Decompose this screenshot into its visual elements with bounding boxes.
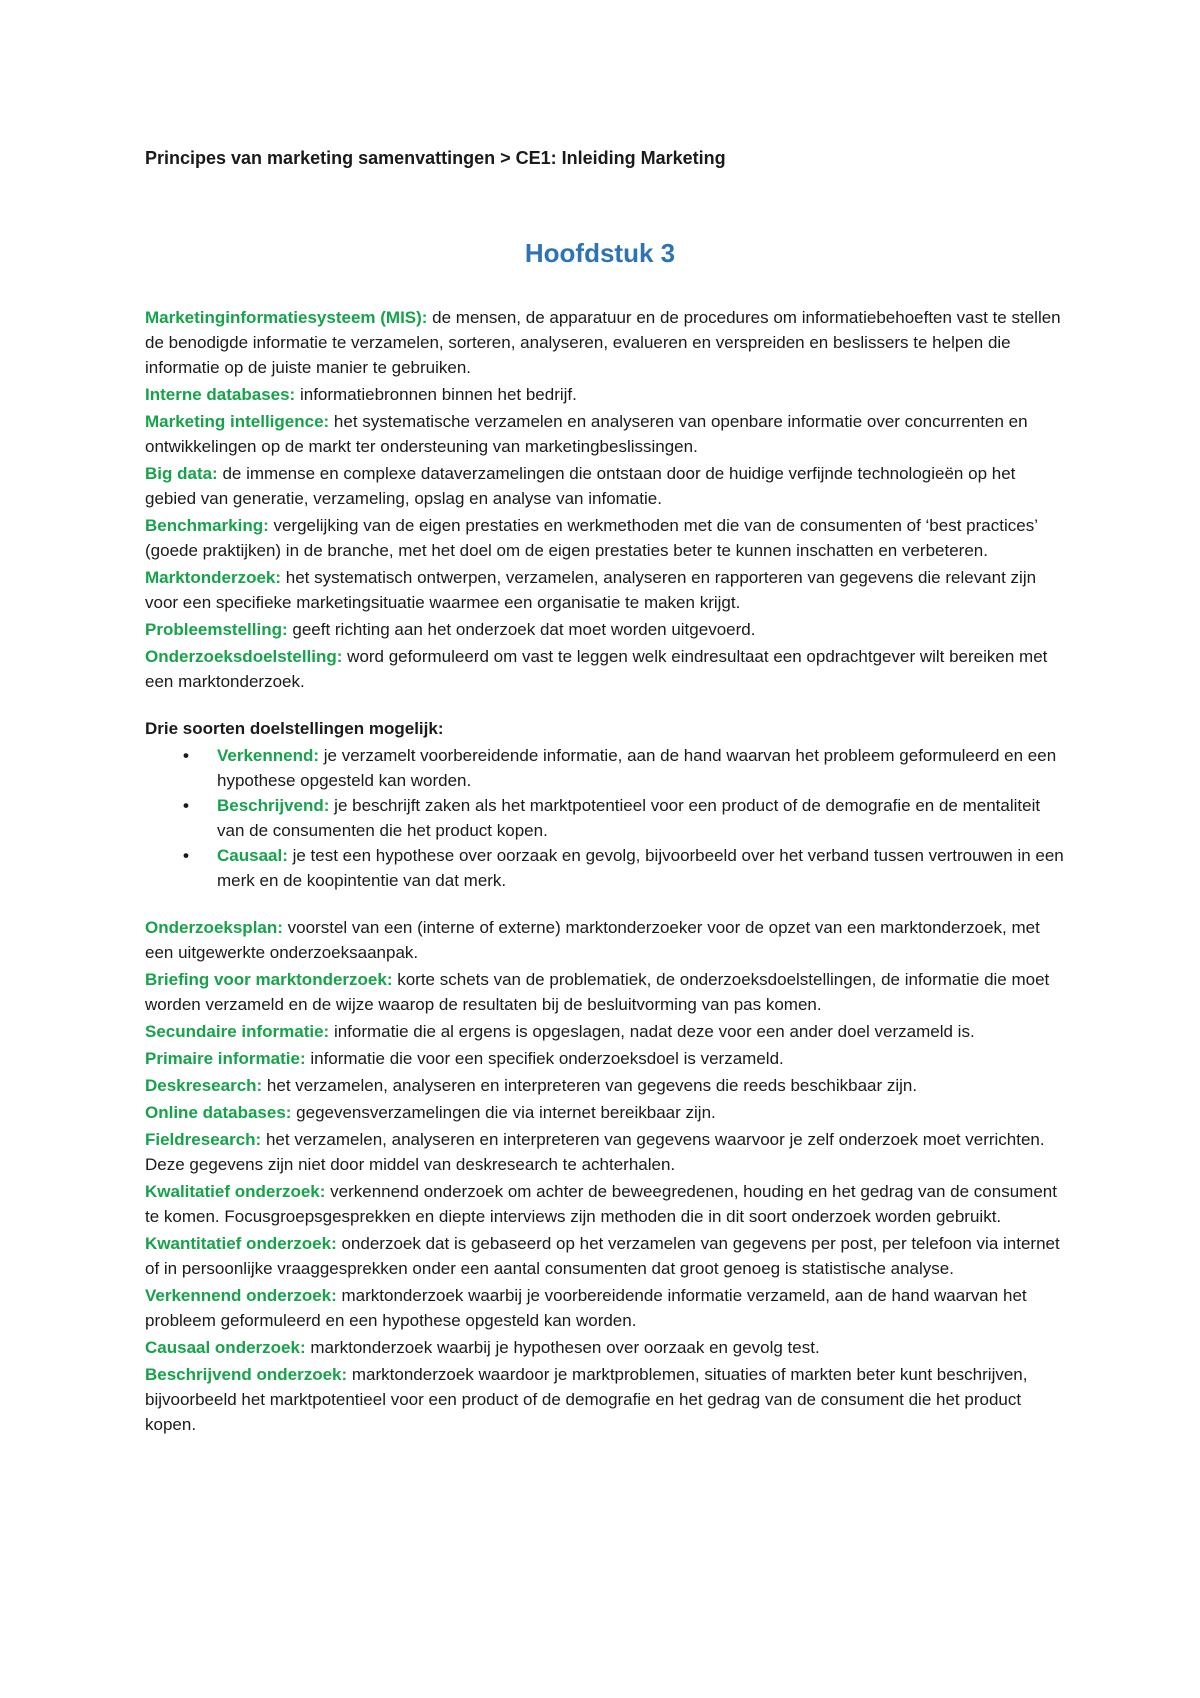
definition-entry xyxy=(145,644,1065,694)
definition-text: informatiebronnen binnen het bedrijf. xyxy=(295,385,577,404)
definition-entry xyxy=(145,1073,1065,1098)
definition-term: Briefing voor marktonderzoek: xyxy=(145,970,393,989)
definition-term: Interne databases: xyxy=(145,385,296,404)
definition-term: Primaire informatie: xyxy=(145,1049,306,1068)
definition-entry xyxy=(145,513,1065,563)
definition-term: Verkennend onderzoek: xyxy=(145,1286,337,1305)
definition-text: gegevensverzamelingen die via internet bereikbaar zijn. xyxy=(291,1103,716,1122)
definition-text: marktonderzoek waarbij je hypothesen over oorzaak en gevolg test. xyxy=(305,1338,820,1357)
bullet-term: Beschrijvend: xyxy=(217,796,330,815)
definition-entry xyxy=(145,1100,1065,1125)
definition-entry xyxy=(145,967,1065,1017)
page-title: Hoofdstuk 3 xyxy=(524,238,676,268)
definition-entry xyxy=(145,617,1065,642)
definition-text: word geformuleerd om vast te leggen welk eindresultaat een opdrachtgever wilt bereiken met een marktonderzoek. xyxy=(145,647,1048,691)
definition-entry xyxy=(145,565,1065,615)
section-subheading: Drie soorten doelstellingen mogelijk: xyxy=(145,719,444,738)
definition-text: korte schets van de problematiek, de onderzoeksdoelstellingen, de informatie die moet worden verzameld en de wijze waarop de resultaten bij de besluitvorming van pas komen. xyxy=(145,970,1050,1014)
definition-text: geeft richting aan het onderzoek dat moet worden uitgevoerd. xyxy=(287,620,756,639)
bullet-icon: • xyxy=(183,796,189,815)
definition-entry xyxy=(145,1231,1065,1281)
definition-entry xyxy=(145,382,1065,407)
bullet-icon: • xyxy=(183,746,189,765)
definition-term: Online databases: xyxy=(145,1103,292,1122)
definition-term: Secundaire informatie: xyxy=(145,1022,330,1041)
definition-term: Kwantitatief onderzoek: xyxy=(145,1234,337,1253)
bullet-term: Causaal: xyxy=(217,846,288,865)
definition-entry xyxy=(145,305,1065,380)
definition-text: voorstel van een (interne of externe) marktonderzoeker voor de opzet van een marktonderzoek, met een uitgewerkte onderzoeksaanpak. xyxy=(145,918,1040,962)
breadcrumb: Principes van marketing samenvattingen > CE1: Inleiding Marketing xyxy=(145,148,726,168)
definition-list-b xyxy=(145,915,1065,1437)
definition-text: marktonderzoek waarbij je voorbereidende informatie verzameld, aan de hand waarvan het probleem geformuleerd en een hypothese opgesteld kan worden. xyxy=(145,1286,1027,1330)
definition-term: Causaal onderzoek: xyxy=(145,1338,306,1357)
definition-term: Onderzoeksplan: xyxy=(145,918,283,937)
bullet-item xyxy=(145,843,1065,893)
definition-entry xyxy=(145,1283,1065,1333)
definition-term: Marketinginformatiesysteem (MIS): xyxy=(145,308,428,327)
bullet-list xyxy=(145,743,1065,893)
definition-term: Big data: xyxy=(145,464,218,483)
definition-term: Marktonderzoek: xyxy=(145,568,282,587)
definition-entry xyxy=(145,1127,1065,1177)
definition-text: vergelijking van de eigen prestaties en werkmethoden met die van de consumenten of ‘best practices’ (goede praktijken) in de branche, met het doel om de eigen prestaties beter te kunnen inschatten en verbeteren. xyxy=(145,516,1038,560)
definition-term: Probleemstelling: xyxy=(145,620,288,639)
definition-text: de mensen, de apparatuur en de procedures om informatiebehoeften vast te stellen de benodigde informatie te verzamelen, sorteren, analyseren, evalueren en verspreiden en beslissers te helpen die informatie op de juiste manier te gebruiken. xyxy=(145,308,1061,377)
definition-entry xyxy=(145,1179,1065,1229)
bullet-text: je beschrijft zaken als het marktpotentieel voor een product of de demografie en de mentaliteit van de consumenten die het product kopen. xyxy=(217,796,1041,840)
definition-term: Fieldresearch: xyxy=(145,1130,262,1149)
definition-entry xyxy=(145,409,1065,459)
definition-text: informatie die voor een specifiek onderzoeksdoel is verzameld. xyxy=(305,1049,784,1068)
definition-entry xyxy=(145,1046,1065,1071)
definition-text: onderzoek dat is gebaseerd op het verzamelen van gegevens per post, per telefoon via internet of in persoonlijke vraaggesprekken onder een aantal consumenten dat groot genoeg is statistische analyse. xyxy=(145,1234,1060,1278)
bullet-icon: • xyxy=(183,846,189,865)
definition-term: Onderzoeksdoelstelling: xyxy=(145,647,343,666)
bullet-item xyxy=(145,743,1065,793)
definition-text: informatie die al ergens is opgeslagen, nadat deze voor een ander doel verzameld is. xyxy=(329,1022,975,1041)
definition-entry xyxy=(145,1335,1065,1360)
definition-text: de immense en complexe dataverzamelingen die ontstaan door de huidige verfijnde technologieën op het gebied van generatie, verzameling, opslag en analyse van infomatie. xyxy=(145,464,1016,508)
definition-term: Marketing intelligence: xyxy=(145,412,330,431)
definition-entry xyxy=(145,461,1065,511)
definition-entry xyxy=(145,1019,1065,1044)
definition-text: het systematische verzamelen en analyseren van openbare informatie over concurrenten en ontwikkelingen op de markt ter ondersteuning van marketingbeslissingen. xyxy=(145,412,1028,456)
section-spacer xyxy=(145,893,1065,915)
definition-entry xyxy=(145,1362,1065,1437)
definition-text: marktonderzoek waardoor je marktproblemen, situaties of markten beter kunt beschrijven, bijvoorbeeld het marktpotentieel voor een product of de demografie en het gedrag van de consument die het product kopen. xyxy=(145,1365,1028,1434)
definition-term: Kwalitatief onderzoek: xyxy=(145,1182,326,1201)
document-body xyxy=(145,305,1065,1439)
bullet-item xyxy=(145,793,1065,843)
bullet-text: je test een hypothese over oorzaak en gevolg, bijvoorbeeld over het verband tussen vertrouwen in een merk en de koopintentie van dat merk. xyxy=(217,846,1064,890)
definition-text: het systematisch ontwerpen, verzamelen, analyseren en rapporteren van gegevens die relevant zijn voor een specifieke marketingsituatie waarmee een organisatie te maken krijgt. xyxy=(145,568,1037,612)
definition-term: Benchmarking: xyxy=(145,516,269,535)
definition-text: verkennend onderzoek om achter de beweegredenen, houding en het gedrag van de consument te komen. Focusgroepsgesprekken en diepte interviews zijn methoden die in dit soort onderzoek worden gebruikt. xyxy=(145,1182,1057,1226)
bullet-term: Verkennend: xyxy=(217,746,320,765)
definition-text: het verzamelen, analyseren en interpreteren van gegevens waarvoor je zelf onderzoek moet verrichten. Deze gegevens zijn niet door middel van deskresearch te achterhalen. xyxy=(145,1130,1045,1174)
definition-text: het verzamelen, analyseren en interpreteren van gegevens die reeds beschikbaar zijn. xyxy=(262,1076,918,1095)
definition-list-a xyxy=(145,305,1065,694)
definition-term: Beschrijvend onderzoek: xyxy=(145,1365,348,1384)
definition-term: Deskresearch: xyxy=(145,1076,263,1095)
bullet-text: je verzamelt voorbereidende informatie, aan de hand waarvan het probleem geformuleerd en een hypothese opgesteld kan worden. xyxy=(217,746,1057,790)
definition-entry xyxy=(145,915,1065,965)
